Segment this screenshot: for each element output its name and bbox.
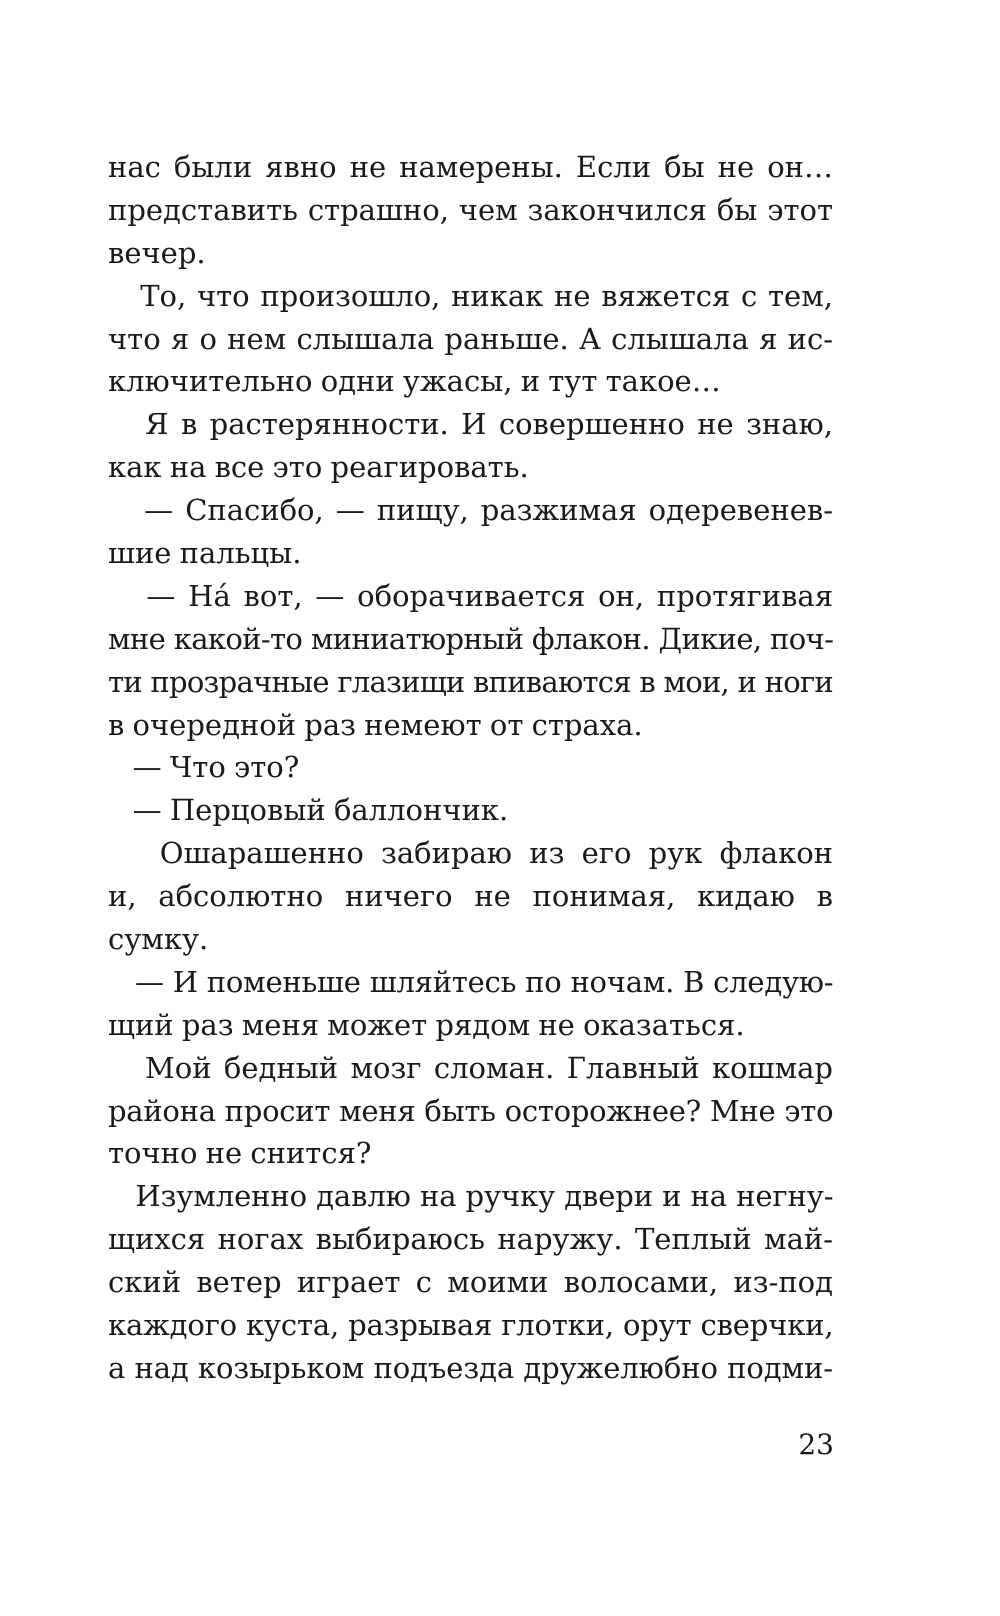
text-line: как на все это реагировать.	[108, 450, 529, 485]
text-line: ключительно одни ужасы, и тут такое…	[108, 364, 721, 399]
text-line: Я в растерянности. И совершенно не знаю,	[108, 407, 833, 442]
text-line: точно не снится?	[108, 1136, 372, 1171]
text-line: — На́ вот, — оборачивается он, протягивая	[108, 578, 833, 613]
text-line: что я о нем слышала раньше. А слышала я ис-	[108, 321, 833, 356]
text-line: мне какой-то миниатюрный флакон. Дикие, поч-	[108, 621, 834, 656]
text-line: сумку.	[108, 922, 209, 957]
text-line: и, абсолютно ничего не понимая, кидаю в	[108, 879, 833, 914]
text-line: района просит меня быть осторожнее? Мне это	[108, 1093, 834, 1128]
text-line: нас были явно не намерены. Если бы не он…	[108, 150, 833, 184]
text-line: представить страшно, чем закончился бы этот	[108, 192, 833, 227]
text-line: вечер.	[108, 235, 206, 270]
page-number: 23	[798, 1428, 834, 1461]
text-line: шие пальцы.	[108, 536, 302, 571]
text-line: — Что это?	[108, 750, 300, 785]
text-line: — Перцовый баллончик.	[108, 793, 509, 828]
text-line: щихся ногах выбираюсь наружу. Теплый май-	[108, 1222, 833, 1257]
text-line: ский ветер играет с моими волосами, из-под	[108, 1265, 833, 1300]
text-line: Изумленно давлю на ручку двери и на негну-	[108, 1179, 834, 1214]
text-line: а над козырьком подъезда дружелюбно подми-	[108, 1350, 833, 1385]
text-line: каждого куста, разрывая глотки, орут сверчки,	[108, 1308, 834, 1343]
body-text	[108, 146, 833, 1390]
text-line: щий раз меня может рядом не оказаться.	[108, 1007, 745, 1042]
text-line: в очередной раз немеют от страха.	[108, 707, 643, 742]
text-line: Мой бедный мозг сломан. Главный кошмар	[108, 1050, 833, 1085]
text-line: ти прозрачные глазищи впиваются в мои, и ноги	[108, 664, 833, 699]
text-line: — И поменьше шляйтесь по ночам. В следую-	[108, 964, 834, 999]
text-line: — Спасибо, — пищу, разжимая одеревенев-	[108, 493, 833, 528]
text-line: Ошарашенно забираю из его рук флакон	[108, 836, 833, 871]
text-line: То, что произошло, никак не вяжется с тем,	[108, 278, 833, 313]
